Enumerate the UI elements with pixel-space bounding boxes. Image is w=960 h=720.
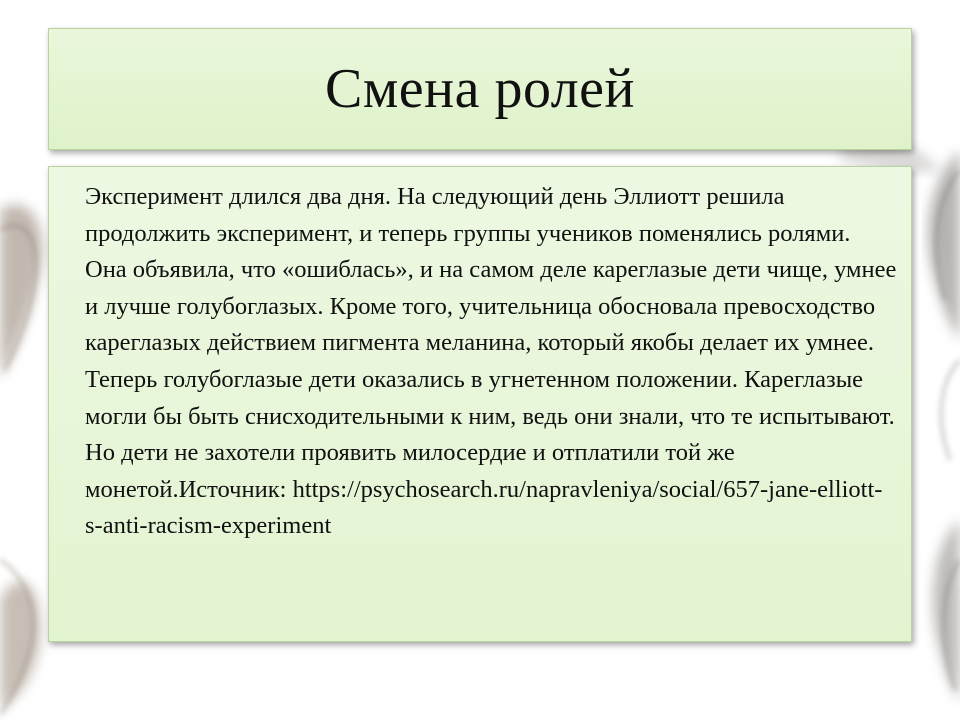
slide-body bbox=[85, 179, 897, 545]
content-box bbox=[48, 166, 912, 642]
source-link[interactable]: https://psychosearch.ru/napravleniya/social/657-jane-elliott-s-anti-racism-experiment bbox=[85, 475, 883, 540]
body-text: Эксперимент длился два дня. На следующий день Эллиотт решила продолжить эксперимент, и теперь группы учеников поменялись ролями. Она объявила, что «ошиблась», и на самом деле кареглазые дети чище, умнее и лучше голубоглазых. Кроме того, учительница обосновала превосходство кареглазых действием пигмента меланина, который якобы делает их умнее. Теперь голубоглазые дети оказались в угнетенном положении. Кареглазые могли бы быть снисходительными к ним, ведь они знали, что те испытывают. Но дети не захотели проявить милосердие и отплатили той же монетой.Источник: bbox=[85, 183, 897, 503]
slide-title: Смена ролей bbox=[325, 58, 635, 120]
title-box bbox=[48, 28, 912, 150]
